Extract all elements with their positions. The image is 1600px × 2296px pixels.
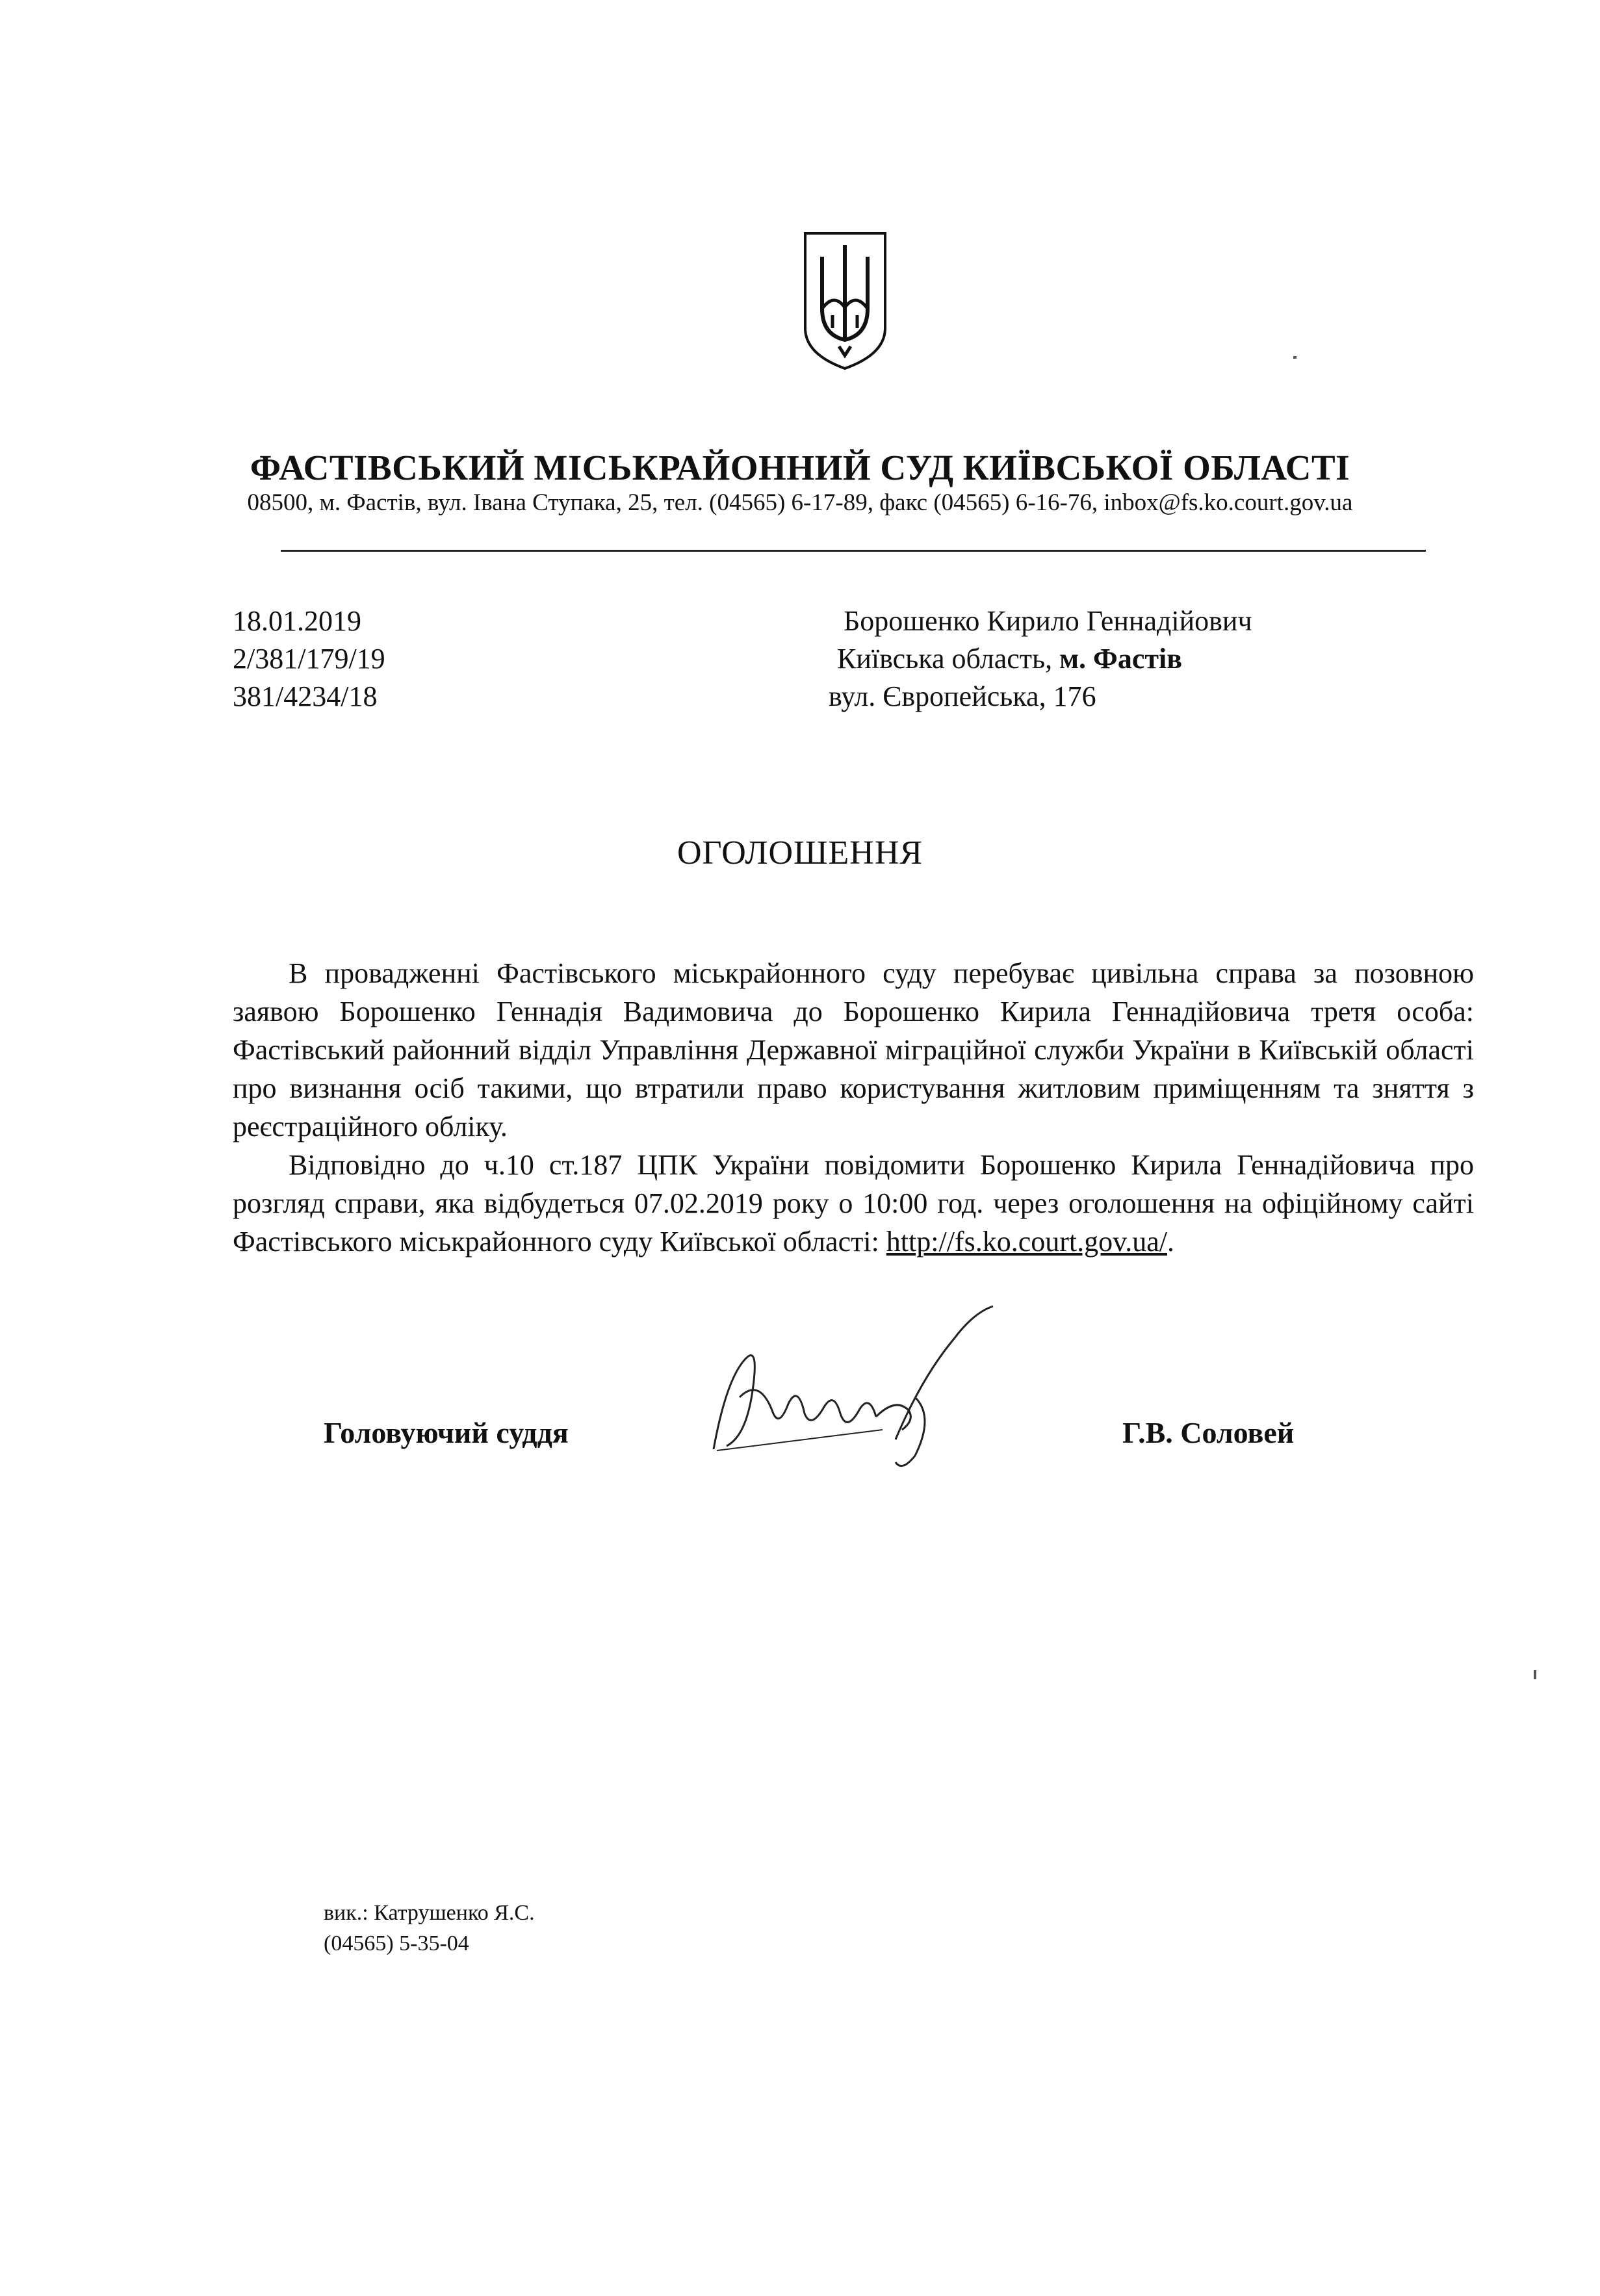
- paragraph-2-text: Відповідно до ч.10 ст.187 ЦПК України повідомити Борошенко Кирила Геннадійовича про розгляд справи, яка відбудеться 07.02.2019 року о 10:00 год. через оголошення на офіційному сайті Фастівського міськрайонного суду Київської області:: [233, 1149, 1474, 1258]
- paragraph-2: [233, 1146, 1474, 1261]
- judge-name: Г.В. Соловей: [1122, 1416, 1295, 1449]
- paragraph-2-end: .: [1167, 1226, 1174, 1258]
- case-number-1: 2/381/179/19: [233, 643, 385, 675]
- recipient-region: Київська область,: [837, 643, 1060, 675]
- court-website-link[interactable]: http://fs.ko.court.gov.ua/: [886, 1226, 1167, 1258]
- recipient-region-line: [837, 642, 1182, 675]
- header-divider: [281, 550, 1426, 552]
- recipient-name: Борошенко Кирило Геннадійович: [844, 605, 1252, 637]
- document-date: 18.01.2019: [233, 605, 361, 637]
- trident-coat-of-arms-icon: [801, 231, 889, 370]
- announcement-title: ОГОЛОШЕННЯ: [677, 834, 923, 871]
- paragraph-1: В провадженні Фастівського міськрайонного суду перебуває цивільна справа за позовною заявою Борошенко Геннадія Вадимовича до Борошенко Кирила Геннадійовича третя особа: Фастівський районний відділ Управління Державної міграційної служби України в Київській області про визнання осіб такими, що втратили право користування житловим приміщенням та зняття з реєстраційного обліку.: [233, 957, 1474, 1142]
- case-number-2: 381/4234/18: [233, 680, 378, 712]
- handwritten-signature-icon: [701, 1300, 1006, 1469]
- recipient-street: вул. Європейська, 176: [829, 680, 1096, 712]
- executor-phone: (04565) 5-35-04: [324, 1931, 469, 1955]
- scan-speck: [1534, 1670, 1536, 1679]
- court-address: 08500, м. Фастів, вул. Івана Ступака, 25, тел. (04565) 6-17-89, факс (04565) 6-16-76, inbox@fs.ko.court.gov.ua: [247, 489, 1353, 516]
- announcement-body: [233, 954, 1474, 1261]
- judge-role: Головуючий суддя: [324, 1416, 569, 1449]
- court-name: ФАСТІВСЬКИЙ МІСЬКРАЙОННИЙ СУД КИЇВСЬКОЇ ОБЛАСТІ: [250, 448, 1350, 487]
- recipient-city: м. Фастів: [1059, 643, 1182, 675]
- scan-speck: [1293, 356, 1297, 359]
- executor-label: вик.: Катрушенко Я.С.: [324, 1901, 535, 1925]
